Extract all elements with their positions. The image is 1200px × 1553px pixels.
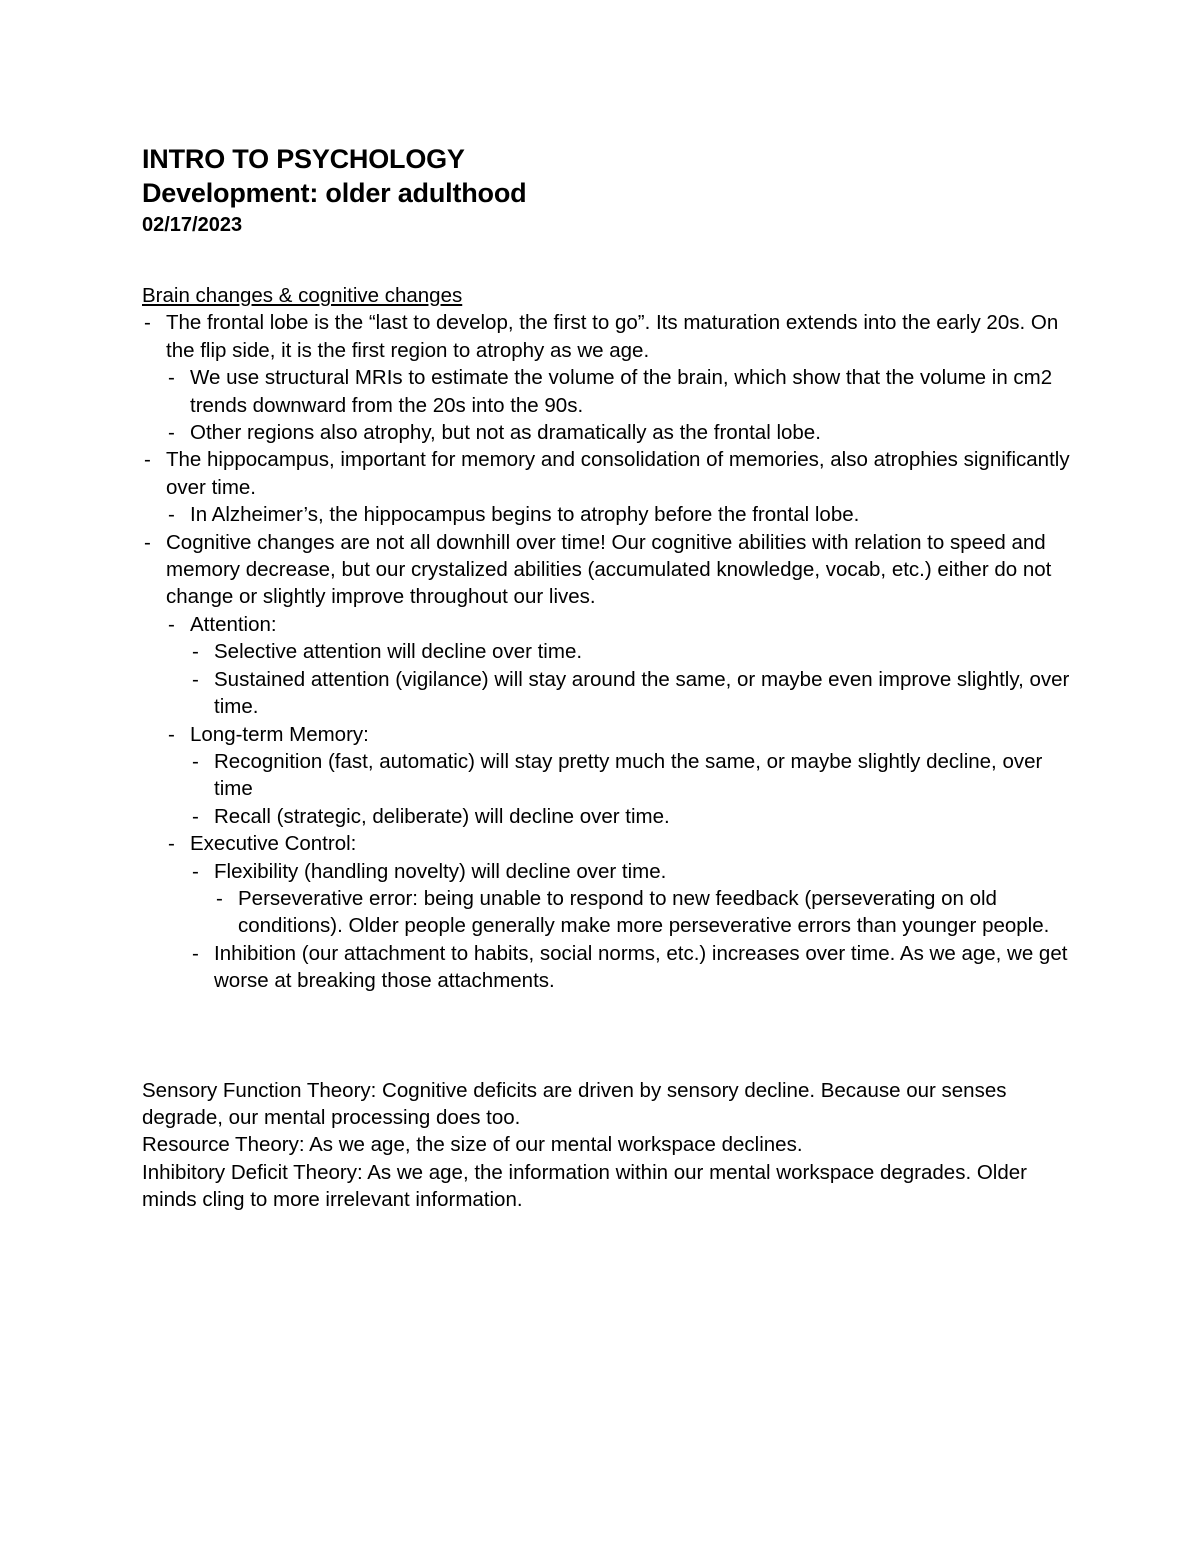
- note-item: - Recall (strategic, deliberate) will decline over time.: [190, 803, 1082, 830]
- note-item: - Recognition (fast, automatic) will stay pretty much the same, or maybe slightly decline, over time: [190, 748, 1082, 803]
- note-item: - Other regions also atrophy, but not as dramatically as the frontal lobe.: [166, 419, 1082, 446]
- section-heading: Brain changes & cognitive changes: [142, 284, 463, 307]
- note-item: - We use structural MRIs to estimate the volume of the brain, which show that the volume in cm2 trends downward from the 20s into the 90s.: [166, 364, 1082, 419]
- note-item: - In Alzheimer’s, the hippocampus begins to atrophy before the frontal lobe.: [166, 501, 1082, 528]
- theory-resource: Resource Theory: As we age, the size of our mental workspace declines.: [142, 1133, 803, 1157]
- note-item: - Selective attention will decline over time.: [190, 638, 1082, 665]
- document-content: [142, 143, 1082, 1214]
- lecture-date: 02/17/2023: [142, 214, 243, 236]
- note-item: - Long-term Memory:: [166, 721, 1082, 748]
- note-item: - Executive Control:: [166, 830, 1082, 857]
- note-item: - The hippocampus, important for memory and consolidation of memories, also atrophies significantly over time.: [142, 446, 1082, 501]
- lecture-title: Development: older adulthood: [142, 178, 527, 208]
- note-item: - Flexibility (handling novelty) will decline over time.: [190, 858, 1082, 885]
- note-item: - Sustained attention (vigilance) will stay around the same, or maybe even improve slightly, over time.: [190, 666, 1082, 721]
- note-item: - Cognitive changes are not all downhill over time! Our cognitive abilities with relation to speed and memory decrease, but our crystalized abilities (accumulated knowledge, vocab, etc.) either do not change or slightly improve throughout our lives.: [142, 529, 1082, 611]
- note-item: - The frontal lobe is the “last to develop, the first to go”. Its maturation extends into the early 20s. On the flip side, it is the first region to atrophy as we age.: [142, 309, 1082, 364]
- notes-list: [142, 309, 1082, 994]
- note-item: - Perseverative error: being unable to respond to new feedback (perseverating on old conditions). Older people generally make more perseverative errors than younger people.: [214, 885, 1082, 940]
- theory-sensory-function: Sensory Function Theory: Cognitive deficits are driven by sensory decline. Because our senses degrade, our mental processing does too.: [142, 1078, 1007, 1129]
- theory-inhibitory-deficit: Inhibitory Deficit Theory: As we age, the information within our mental workspace degrades. Older minds cling to more irrelevant information.: [142, 1160, 1027, 1212]
- course-title: INTRO TO PSYCHOLOGY: [142, 144, 465, 174]
- note-item: - Inhibition (our attachment to habits, social norms, etc.) increases over time. As we age, we get worse at breaking those attachments.: [190, 940, 1082, 995]
- note-item: - Attention:: [166, 611, 1082, 638]
- theories-block: [142, 1077, 1082, 1214]
